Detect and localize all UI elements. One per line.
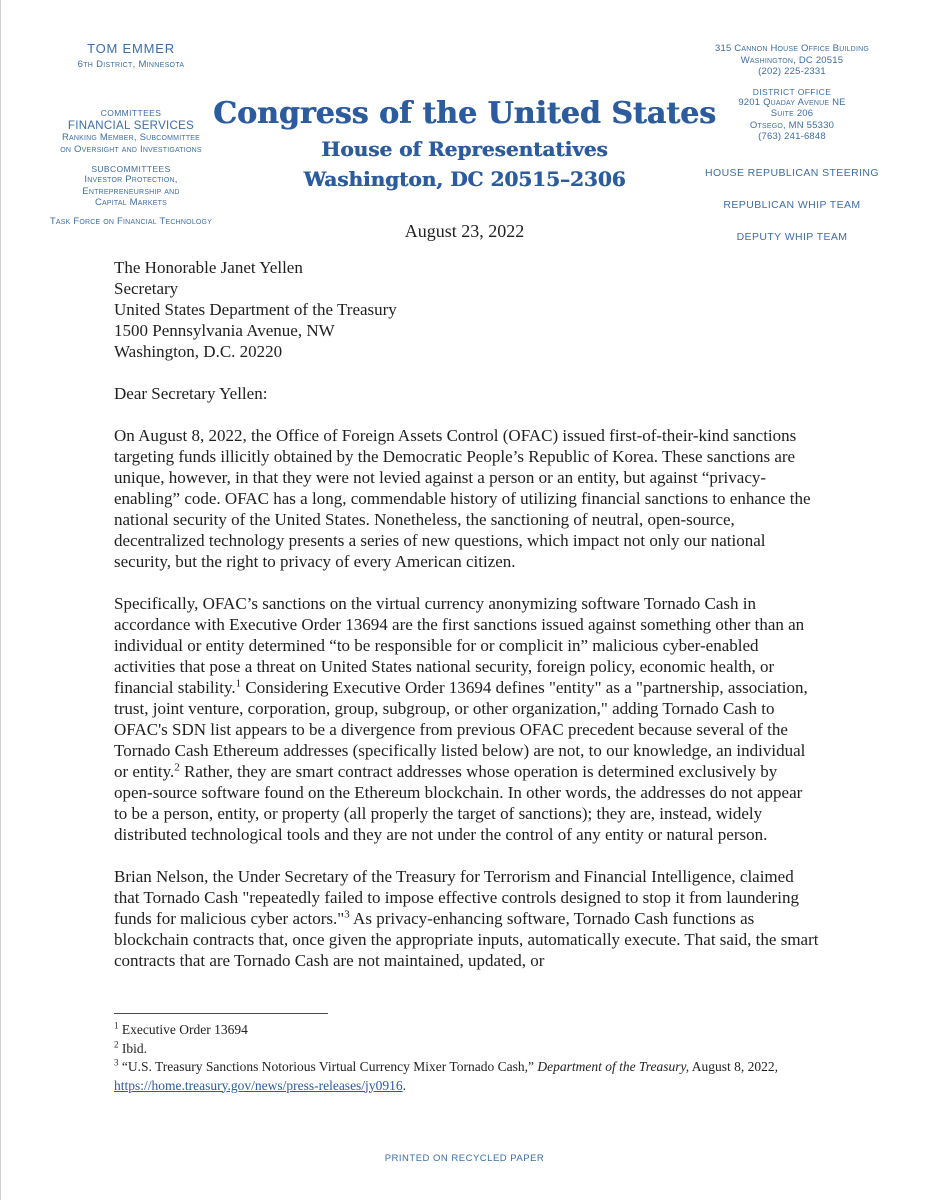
footnote-text: Executive Order 13694 — [118, 1022, 248, 1037]
membership-deputy-whip: DEPUTY WHIP TEAM — [736, 230, 848, 243]
capitol-office-line: Washington, DC 20515 — [740, 54, 844, 66]
footnote-text: Ibid. — [118, 1040, 147, 1056]
footnote-number: 2 — [114, 1039, 119, 1049]
spacer — [31, 209, 231, 216]
member-name: TOM EMMER — [87, 41, 175, 56]
paragraph-1: On August 8, 2022, the Office of Foreign Assets Control (OFAC) issued first-of-their-kind sanctions targeting funds illicitly obtained by the Democratic People’s Republic of Korea. These sanctions are unique, however, in that they were not levied against a person or an entity, but against “privacy-enabling” code. OFAC has a long, commendable history of utilizing financial sanctions to enhance the national security of the United States. Nonetheless, the sanctioning of neutral, open-source, decentralized technology presents a series of new questions, which impact not only our national security, but the right to privacy of every American citizen. — [114, 426, 811, 571]
member-district: 6th District, Minnesota — [77, 59, 185, 70]
footnote-1 — [114, 1021, 826, 1040]
washington-address: Washington, DC 20515–2306 — [303, 167, 626, 191]
subcommittees-label: SUBCOMMITTEES — [91, 164, 171, 174]
capitol-office-phone: (202) 225-2331 — [758, 66, 826, 77]
committees-label: COMMITTEES — [100, 108, 162, 118]
spacer — [697, 78, 887, 87]
capitol-office-line: 315 Cannon House Office Building — [715, 43, 869, 54]
ranking-line: Ranking Member, Subcommittee — [61, 132, 201, 143]
congress-title: Congress of the United States — [213, 96, 716, 131]
letter-body — [114, 257, 819, 971]
district-office-phone: (763) 241-6848 — [758, 131, 826, 142]
ranking-line: on Oversight and Investigations — [60, 143, 202, 155]
recipient-block — [114, 257, 819, 362]
subcommittee-line: Investor Protection, — [84, 174, 178, 185]
subcommittee-line: Capital Markets — [94, 197, 168, 208]
footnotes-block — [114, 1013, 826, 1095]
recipient-line: 1500 Pennsylvania Avenue, NW — [114, 321, 335, 340]
recipient-line: The Honorable Janet Yellen — [114, 258, 303, 277]
footnote-reference: 2 — [174, 761, 180, 774]
paragraph-3: Brian Nelson, the Under Secretary of the Treasury for Terrorism and Financial Intelligence, claimed that Tornado Cash "repeatedly failed to impose effective controls designed to stop it from laundering funds for malicious cyber actors."$^3$ As privacy-enhancing software, Tornado Cash functions as blockchain contracts that, once given the appropriate inputs, automatically execute. That said, the smart contracts that are Tornado Cash are not maintained, updated, or — [114, 867, 819, 970]
citation-source: Department of the Treasury, — [537, 1059, 690, 1074]
footnote-number: 1 — [114, 1020, 119, 1031]
footnote-3 — [114, 1058, 826, 1095]
committee-name: FINANCIAL SERVICES — [67, 120, 195, 132]
recipient-line: Washington, D.C. 20220 — [114, 342, 283, 361]
membership-whip-team: REPUBLICAN WHIP TEAM — [723, 198, 861, 211]
subcommittee-line: Entrepreneurship and — [82, 185, 180, 197]
district-office-line: Suite 206 — [770, 108, 814, 119]
treasury-press-release-link[interactable]: https://home.treasury.gov/news/press-releases/jy0916 — [114, 1077, 403, 1093]
district-office-label: DISTRICT OFFICE — [752, 86, 832, 97]
letter-date: August 23, 2022 — [404, 221, 525, 241]
recipient-line: United States Department of the Treasury — [114, 300, 397, 319]
footnote-2 — [114, 1040, 826, 1059]
footnote-reference: 1 — [235, 677, 242, 690]
letterhead-right — [697, 43, 887, 243]
membership-steering: HOUSE REPUBLICAN STEERING — [705, 166, 879, 179]
district-office-line: Otsego, MN 55330 — [749, 119, 835, 131]
salutation: Dear Secretary Yellen: — [114, 384, 268, 403]
recycled-paper-notice: PRINTED ON RECYCLED PAPER — [384, 1153, 545, 1164]
footnote-reference: 3 — [344, 908, 350, 921]
task-force-line: Task Force on Financial Technology — [49, 215, 213, 227]
recipient-line: Secretary — [114, 279, 179, 298]
footnote-text: “U.S. Treasury Sanctions Notorious Virtual Currency Mixer Tornado Cash,” Department of the Treasury, August 8, 2022, https://home.treasury.gov/news/press-releases/jy0916. — [114, 1059, 778, 1093]
district-office-line: 9201 Quaday Avenue NE — [738, 96, 846, 108]
house-subtitle: House of Representatives — [321, 137, 608, 161]
paragraph-2: Specifically, OFAC’s sanctions on the virtual currency anonymizing software Tornado Cash in accordance with Executive Order 13694 are the first sanctions issued against something other than an individual or entity determined “to be responsible for or complicit in” malicious cyber-enabled activities that pose a threat on United States national security, foreign policy, economic health, or financial stability.$^1$ Considering Executive Order 13694 defines "entity" as a "partnership, association, trust, joint venture, corporation, group, subgroup, or other organization," adding Tornado Cash to OFAC's SDN list appears to be a divergence from previous OFAC precedent because several of the Tornado Cash Ethereum addresses (specifically listed below) are not, to our knowledge, an individual or entity.$^2$ Rather, they are smart contract addresses whose operation is determined exclusively by open-source software found on the Ethereum blockchain. In other words, the addresses do not appear to be a person, entity, or property (all properly the target of sanctions); they are, instead, widely distributed technological tools and they are not under the control of any entity or natural person. — [114, 594, 808, 844]
footnote-number: 3 — [114, 1057, 119, 1068]
footnote-divider — [114, 1013, 328, 1014]
